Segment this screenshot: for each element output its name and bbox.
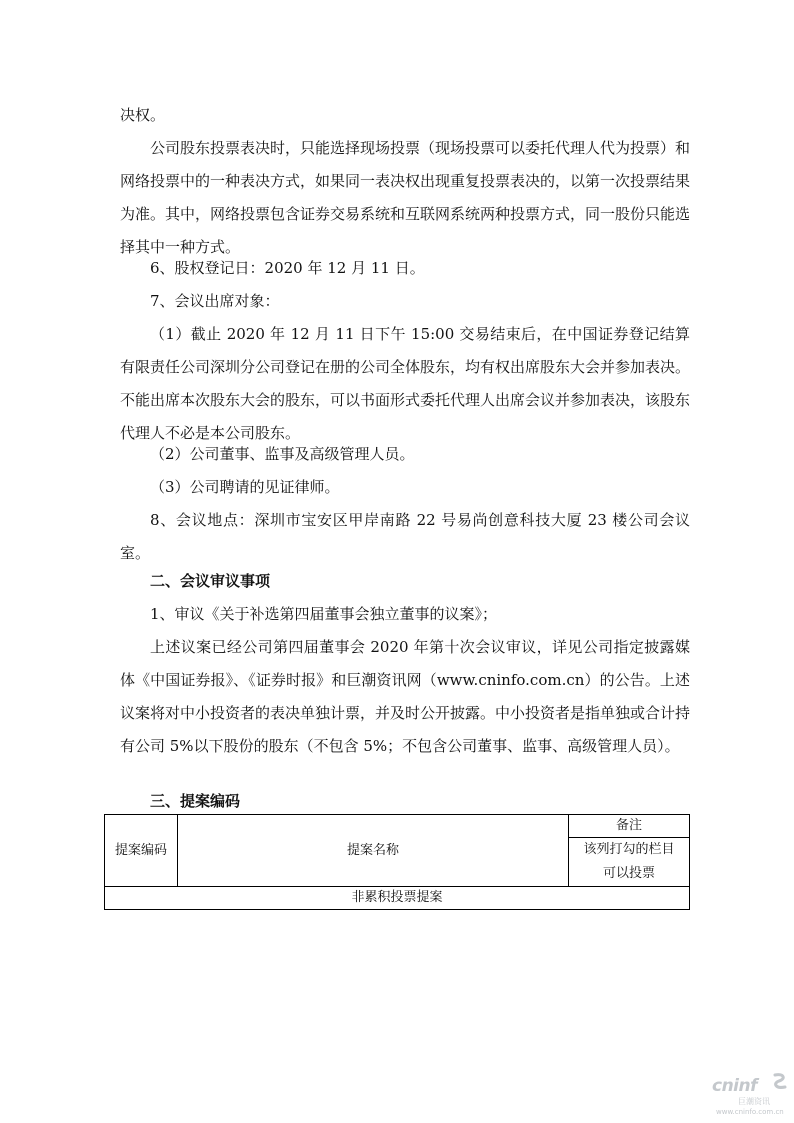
header-proposal-name: 提案名称 <box>178 815 569 887</box>
watermark-brand: cninf <box>712 1076 758 1096</box>
paragraph-record-date: 6、股权登记日：2020 年 12 月 11 日。 <box>150 259 425 277</box>
header-note-sub1: 该列打勾的栏目 <box>569 838 690 863</box>
watermark-url: www.cninfo.com.cn <box>716 1108 784 1116</box>
paragraph-attendees-3: （3）公司聘请的见证律师。 <box>150 478 340 496</box>
paragraph-venue: 8、会议地点：深圳市宝安区甲岸南路 22 号易尚创意科技大厦 23 楼公司会议室。 <box>120 511 690 562</box>
paragraph-agenda-item: 1、审议《关于补选第四届董事会独立董事的议案》； <box>150 605 498 623</box>
section-row-non-cumulative: 非累积投票提案 <box>105 887 690 910</box>
paragraph-voting-rules: 公司股东投票表决时，只能选择现场投票（现场投票可以委托代理人代为投票）和网络投票中的一种表决方式，如果同一表决权出现重复投票表决的，以第一次投票结果为准。其中，网络投票包含证券交易系统和互联网系统两种投票方式，同一股份只能选择其中一种方式。 <box>120 139 691 256</box>
paragraph-continuation: 决权。 <box>120 106 166 124</box>
paragraph-attendees-1: （1）截止 2020 年 12 月 11 日下午 15:00 交易结束后，在中国证券登记结算有限责任公司深圳分公司登记在册的公司全体股东，均有权出席股东大会并参加表决。不能出席本次股东大会的股东，可以书面形式委托代理人出席会议并参加表决，该股东代理人不必是本公司股东。 <box>120 325 691 442</box>
watermark-cn: 巨潮资讯 <box>738 1097 770 1106</box>
proposal-code-table <box>104 814 690 910</box>
header-proposal-code: 提案编码 <box>105 815 178 887</box>
paragraph-agenda-note: 上述议案已经公司第四届董事会 2020 年第十次会议审议，详见公司指定披露媒体《中国证券报》、《证券时报》和巨潮资讯网（www.cninfo.com.cn）的公告。上述议案将对中小投资者的表决单独计票，并及时公开披露。中小投资者是指单独或合计持有公司 5%以下股份的股东（不包含 5%；不包含公司董事、监事、高级管理人员）。 <box>120 638 691 755</box>
header-note: 备注 <box>569 815 690 838</box>
header-note-sub2: 可以投票 <box>569 862 690 887</box>
paragraph-attendees-2: （2）公司董事、监事及高级管理人员。 <box>150 445 415 463</box>
section-heading-proposal-codes: 三、提案编码 <box>150 792 241 810</box>
cninfo-logo-icon <box>772 1072 788 1094</box>
cninfo-watermark <box>712 1068 790 1120</box>
section-heading-agenda: 二、会议审议事项 <box>150 572 271 590</box>
paragraph-attendees-title: 7、会议出席对象： <box>150 292 280 310</box>
